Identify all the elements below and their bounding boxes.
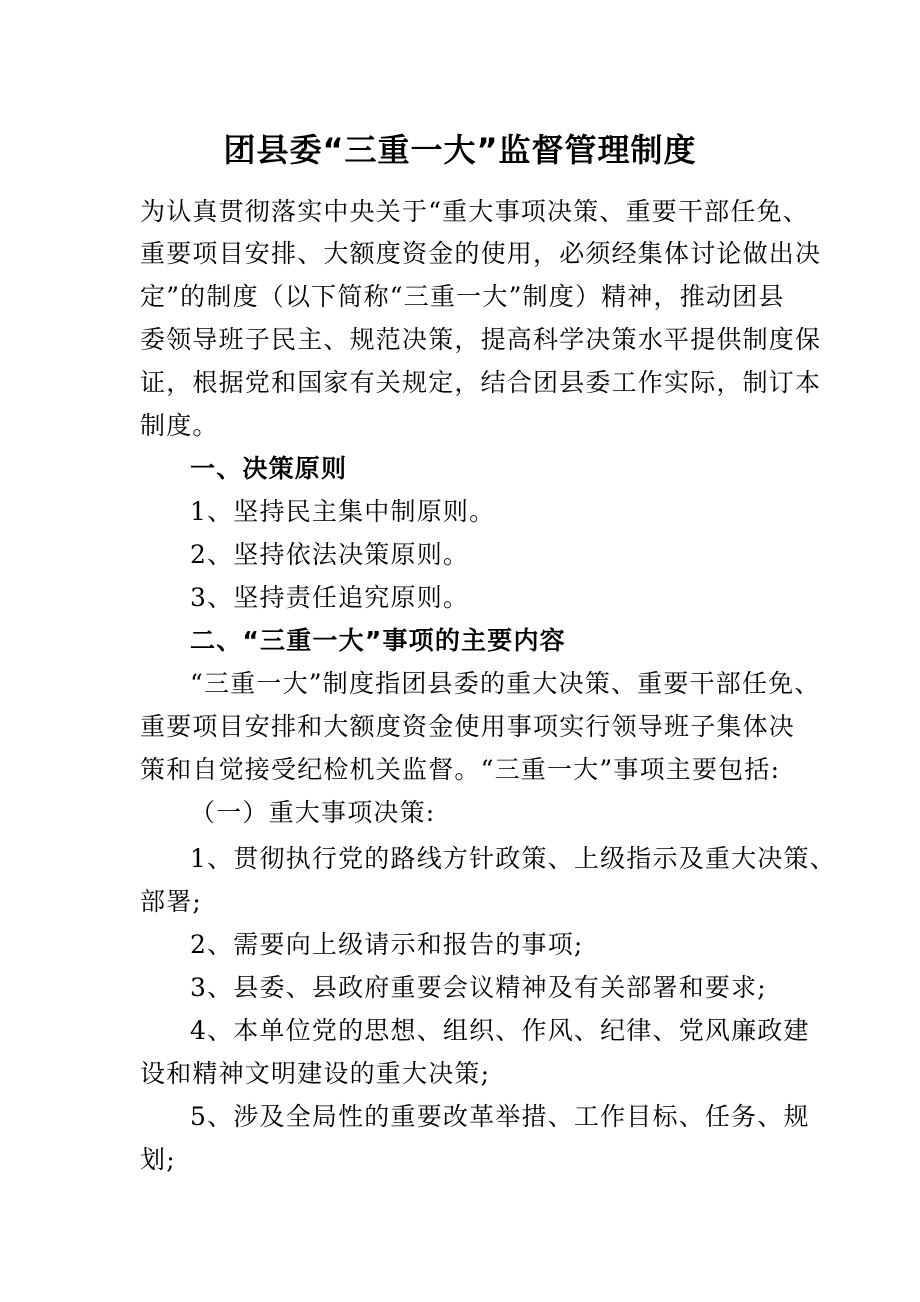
intro-line: 委领导班子民主、规范决策，提高科学决策水平提供制度保 — [140, 325, 822, 354]
list-item: 1、贯彻执行党的路线方针政策、上级指示及重大决策、 — [190, 844, 836, 873]
paragraph-line: 策和自觉接受纪检机关监督。“三重一大”事项主要包括: — [140, 755, 781, 784]
list-item: 2、需要向上级请示和报告的事项; — [190, 930, 584, 959]
list-item: 1、坚持民主集中制原则。 — [190, 497, 496, 526]
document-title: 团县委“三重一大”监督管理制度 — [223, 131, 697, 169]
list-item: 5、涉及全局性的重要改革举措、工作目标、任务、规 — [190, 1102, 810, 1131]
list-item-continued: 部署; — [140, 887, 203, 916]
section-heading: 二、“三重一大”事项的主要内容 — [190, 626, 566, 655]
intro-line: 证，根据党和国家有关规定，结合团县委工作实际，制订本 — [140, 368, 822, 397]
list-item-continued: 设和精神文明建设的重大决策; — [140, 1059, 491, 1088]
list-item: 3、坚持责任追究原则。 — [190, 583, 470, 612]
list-item: 4、本单位党的思想、组织、作风、纪律、党风廉政建 — [190, 1016, 810, 1045]
paragraph-line: 重要项目安排和大额度资金使用事项实行领导班子集体决 — [140, 712, 796, 741]
intro-line: 为认真贯彻落实中央关于“重大事项决策、重要干部任免、 — [140, 197, 809, 226]
intro-line: 制度。 — [140, 411, 219, 440]
list-item: 3、县委、县政府重要会议精神及有关部署和要求; — [190, 973, 767, 1002]
section-heading: 一、决策原则 — [190, 454, 348, 483]
paragraph-line: “三重一大”制度指团县委的重大决策、重要干部任免、 — [190, 669, 821, 698]
intro-line: 定”的制度（以下简称“三重一大”制度）精神，推动团县 — [140, 282, 785, 311]
list-item-continued: 划; — [140, 1145, 176, 1174]
sub-heading: （一）重大事项决策: — [190, 798, 436, 827]
intro-line: 重要项目安排、大额度资金的使用，必须经集体讨论做出决 — [140, 239, 822, 268]
list-item: 2、坚持依法决策原则。 — [190, 540, 470, 569]
